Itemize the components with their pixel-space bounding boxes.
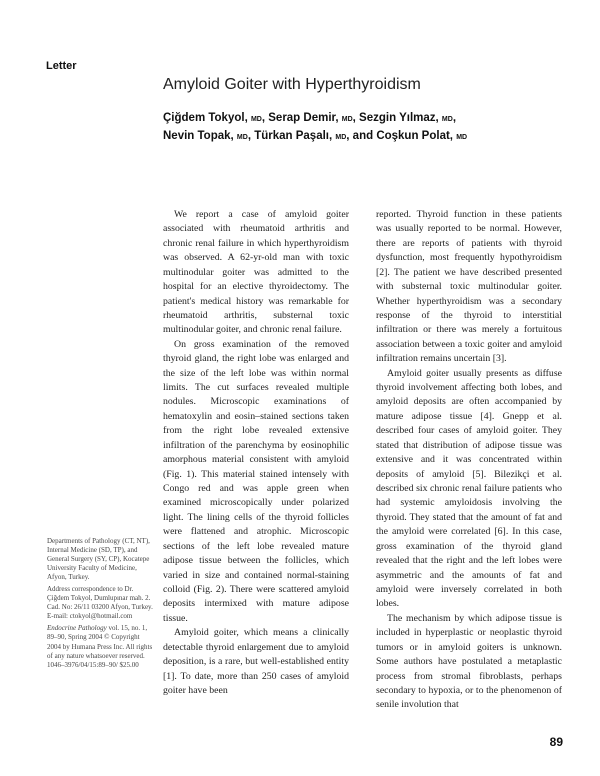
page-number: 89 <box>549 735 563 749</box>
sidenotes <box>47 537 155 673</box>
author: Serap Demir, MD, <box>268 112 360 124</box>
body-paragraph: We report a case of amyloid goiter associated with rheumatoid arthritis and chronic renal failure in which hyperthyroidism was observed. A 62-yr-old man with toxic multinodular goiter was admitted to the hospital for an elective thyroidectomy. The patient's medical history was remarkable for rheumatoid arthritis, substernal toxic multinodular goiter, and chronic renal failure. <box>163 209 349 336</box>
body-paragraph: Amyloid goiter, which means a clinically detectable thyroid enlargement due to amyloid deposition, is a rare, but well-established entity [1]. To date, more than 250 cases of amyloid goiter have been <box>163 627 349 696</box>
author: Türkan Paşalı, MD, and <box>254 130 377 142</box>
body-column-right <box>376 208 562 713</box>
author: Nevin Topak, MD, <box>163 130 255 142</box>
body-paragraph: Amyloid goiter usually presents as diffuse thyroid involvement affecting both lobes, and amyloid deposits are often accompanied by mature adipose tissue [4]. Gnepp et al. described four cases of amyloid goiter. They stated that distribution of adipose tissue was extensive and it was concentrated within deposits of amyloid [5]. Bilezikçi et al. described six chronic renal failure patients who had systemic amyloidosis involving the thyroid. They stated that the amount of fat and the amyloid were correlated [6]. In this case, gross examination of the thyroid gland revealed that the right and the left lobes were asymmetric and the amounts of fat and amyloid were inversely correlated in both lobes. <box>376 367 562 610</box>
correspondence-note: Address correspondence to Dr. Çiğdem Tokyol, Dumlupınar mah. 2. Cad. No: 26/11 03200 Afyon, Turkey. E-mail: ctokyol@hotmail.com <box>47 585 153 621</box>
body-paragraph: On gross examination of the removed thyroid gland, the right lobe was enlarged and the size of the left lobe was within normal limits. The cut surfaces revealed multiple nodules. Microscopic examinations of hematoxylin and eosin–stained sections taken from the right lobe revealed extensive infiltration of the parenchyma by eosinophilic amorphous material consistent with amyloid (Fig. 1). This material stained intensely with Congo red and was apple green when examined microscopically under polarized light. The lining cells of the thyroid follicles were flattened and atrophic. Microscopic sections of the left lobe revealed mature adipose tissue between the follicles, which varied in size and contained normal-staining colloid (Fig. 2). There were scattered amyloid deposits intermixed with mature adipose tissue. <box>163 338 349 624</box>
affiliation-note: Departments of Pathology (CT, NT), Internal Medicine (SD, TP), and General Surgery (SY, CP), Kocatepe University Faculty of Medicine, Afyon, Turkey. <box>47 537 150 582</box>
citation-note: Endocrine Pathology vol. 15, no. 1, 89–90, Spring 2004 © Copyright 2004 by Humana Press Inc. All rights of any nature whatsoever reserved. 1046–3976/04/15:89–90/ $25.00 <box>47 624 153 669</box>
body-paragraph: The mechanism by which adipose tissue is included in hyperplastic or neoplastic thyroid tumors or in amyloid goiters is unknown. Some authors have postulated a metaplastic process from stromal fibroblasts, perhaps secondary to hypoxia, or to the phenomenon of senile involution that <box>376 612 562 711</box>
author: Coşkun Polat, MD <box>376 130 468 142</box>
author-list <box>163 110 563 146</box>
author: Çiğdem Tokyol, MD, <box>163 112 269 124</box>
journal-name: Endocrine Pathology <box>47 624 107 633</box>
author: Sezgin Yılmaz, MD, <box>359 112 457 124</box>
body-column-left <box>163 208 349 698</box>
section-label: Letter <box>46 60 77 72</box>
article-title: Amyloid Goiter with Hyperthyroidism <box>163 76 421 93</box>
body-paragraph: reported. Thyroid function in these patients was usually reported to be normal. However, there are reports of patients with thyroid dysfunction, most frequently hypothyroidism [2]. The patient we have described presented with substernal toxic multinodular goiter. Whether hyperthyroidism was a secondary response of the thyroid to interstitial infiltration or there was merely a fortuitous association between a toxic goiter and amyloid infiltration remains uncertain [3]. <box>376 209 562 365</box>
